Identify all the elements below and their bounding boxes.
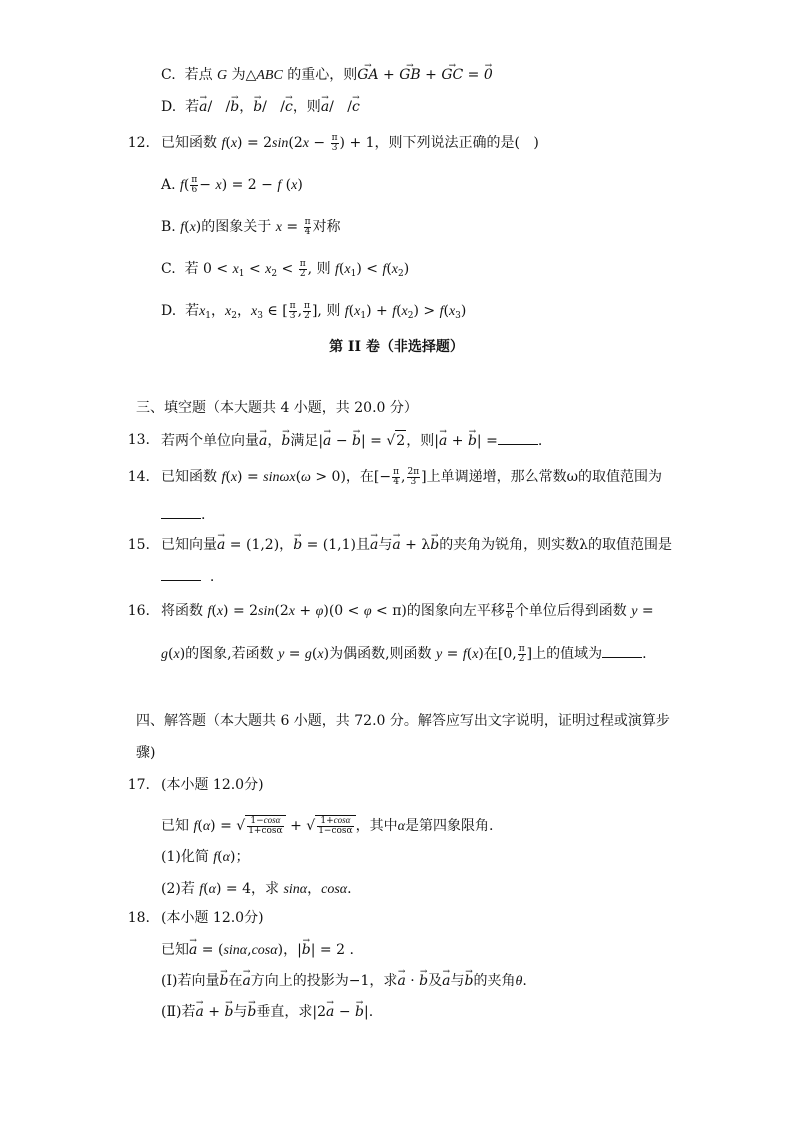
section-three-heading: 三、填空题（本大题共 4 小题，共 20.0 分） xyxy=(136,400,418,416)
q14-text: 已知函数 f(x) = sinωx(ω > 0)，在[− $\frac{\pi}{4}$ , $\frac{2\pi}{3}$ ]上单调递增，那么常数ω的取值范围为 xyxy=(161,466,663,487)
q18-number: 18. xyxy=(127,910,150,926)
part-two-title: 第 II 卷（非选择题） xyxy=(329,339,464,355)
q18-score: (本小题 12.0分) xyxy=(161,910,264,926)
q12-option-d: D. 若$x_1$，$x_2$，$x_3$ ∈ [ $\frac{\pi}{3}$ , $\frac{\pi}{2}$ ], 则 $f(x_1) + f(x_2) > f(x_3)$ xyxy=(161,300,467,321)
q15-number: 15. xyxy=(127,537,150,553)
section-four-heading-line1: 四、解答题（本大题共 6 小题，共 72.0 分。解答应写出文字说明，证明过程或演算步 xyxy=(136,713,670,729)
q14-number: 14. xyxy=(127,469,150,485)
q18-part2: (Ⅱ)若→ a + → b与→ b垂直，求|2→ a − → b|. xyxy=(161,1002,373,1022)
section-four-heading-line2: 骤) xyxy=(136,745,156,761)
q13-number: 13. xyxy=(127,432,150,448)
q18-stem: 已知→ a = (sinα,cosα)，|→ b| = 2 . xyxy=(161,940,354,961)
q13-text: 若两个单位向量→ a，→ b满足|→ a − → b| = √2，则|→ a + → b| = . xyxy=(161,430,542,451)
q16-text-line2: g(x)的图象,若函数 y = g(x)为偶函数,则函数 y = f(x)在[0, $\frac{\pi}{2}$ ]上的值域为 . xyxy=(161,643,647,664)
q17-number: 17. xyxy=(127,777,150,793)
q17-score: (本小题 12.0分) xyxy=(161,777,264,793)
q12-number: 12. xyxy=(127,135,150,151)
q12-stem: 已知函数 f(x) = 2sin(2x − $\frac{\pi}{3}$ ) + 1，则下列说法正确的是( ) xyxy=(161,132,539,153)
q12-option-b: B. f(x)的图象关于 x = $\frac{\pi}{4}$ 对称 xyxy=(161,216,341,237)
q15-answer-blank: . xyxy=(161,567,214,587)
q15-text: 已知向量→ a = (1,2)，→ b = (1,1)且→ a与→ a + λ→ b的夹角为锐角，则实数λ的取值范围是 xyxy=(161,535,672,555)
q14-answer-blank: . xyxy=(161,505,205,525)
q16-text-line1: 将函数 f(x) = 2sin(2x + φ)(0 < φ < π)的图象向左平移 $\frac{\pi}{6}$ 个单位后得到函数 y = xyxy=(161,600,654,621)
q11-option-c: C. 若点 G 为△ABC 的重心，则→ GA + → GB + → GC = → 0 xyxy=(161,65,493,86)
q17-part1: (1)化简 f(α)； xyxy=(161,849,250,865)
q12-option-a: A. f( $\frac{\pi}{6}$ − x) = 2 − f (x) xyxy=(161,174,303,195)
q16-number: 16. xyxy=(127,603,150,619)
q18-part1: (Ⅰ)若向量→ b在→ a方向上的投影为−1，求→ a · → b及→ a与→ b的夹角θ. xyxy=(161,971,527,992)
q12-option-c: C. 若 $0 < x_1 < x_2$ < $\frac{\pi}{2}$ , 则 $f(x_1) < f(x_2)$ xyxy=(161,258,410,279)
q17-stem: 已知 f(α) = √ $\frac{1-\cos\alpha}{1+\cos\alpha}$ + √ $\frac{1+\cos\alpha}{1-\cos\alpha}$ ，其中α是第四象限角. xyxy=(161,815,494,836)
q11-option-d: D. 若→ a/ /→ b，→ b/ /→ c，则→ a/ /→ c xyxy=(161,97,360,117)
q17-part2: (2)若 f(α) = 4，求 sinα，cosα. xyxy=(161,881,352,897)
